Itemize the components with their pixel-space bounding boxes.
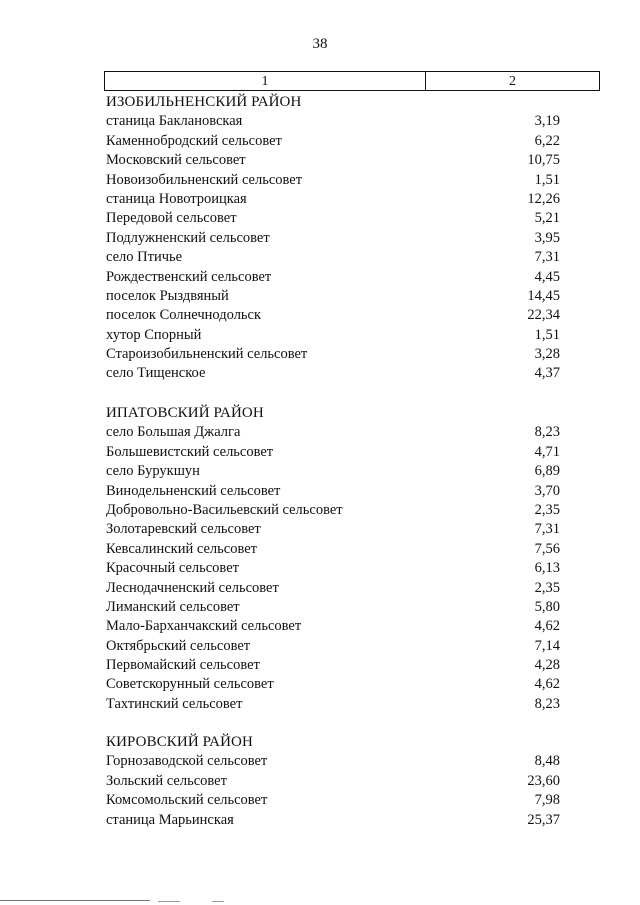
settlement-value: 5,80 [534, 598, 560, 615]
table-row [106, 656, 560, 675]
settlement-name: хутор Спорный [106, 326, 202, 343]
table-header-col2: 2 [509, 74, 516, 89]
settlement-name: село Бурукшун [106, 463, 200, 480]
table-row [106, 190, 560, 209]
settlement-name: поселок Рыздвяный [106, 287, 229, 304]
settlement-value: 1,51 [534, 171, 560, 188]
settlement-value: 4,71 [534, 443, 560, 460]
table-row [106, 791, 560, 810]
settlement-value: 5,21 [534, 210, 560, 227]
table-row [106, 364, 560, 383]
table-row [106, 482, 560, 501]
settlement-value: 8,48 [534, 753, 560, 770]
table-row [106, 423, 560, 442]
table-row [106, 345, 560, 364]
settlement-name: Советскорунный сельсовет [106, 676, 274, 693]
settlement-value: 12,26 [527, 190, 560, 207]
table-row [106, 209, 560, 228]
district-title: КИРОВСКИЙ РАЙОН [106, 734, 253, 750]
settlement-name: Зольский сельсовет [106, 772, 227, 789]
table-row [106, 326, 560, 345]
settlement-value: 4,62 [534, 676, 560, 693]
settlement-name: поселок Солнечнодольск [106, 307, 262, 324]
settlement-name: Первомайский сельсовет [106, 657, 260, 674]
settlement-name: Тахтинский сельсовет [106, 695, 243, 712]
table-row [106, 112, 560, 131]
settlement-value: 4,45 [534, 268, 560, 285]
district-title: ИПАТОВСКИЙ РАЙОН [106, 405, 264, 421]
settlement-value: 14,45 [527, 287, 560, 304]
table-row [106, 772, 560, 791]
table-row [106, 132, 560, 151]
settlement-name: станица Баклановская [106, 113, 243, 130]
table-row [106, 443, 560, 462]
table-row [106, 695, 560, 714]
settlement-value: 3,70 [534, 482, 560, 499]
district-title: ИЗОБИЛЬНЕНСКИЙ РАЙОН [106, 94, 302, 110]
table-row [106, 520, 560, 539]
settlement-name: Мало-Барханчакский сельсовет [106, 618, 302, 635]
settlement-value: 6,89 [534, 463, 560, 480]
settlement-name: Октябрьский сельсовет [106, 637, 251, 654]
settlement-name: Красочный сельсовет [106, 560, 239, 577]
settlement-value: 1,51 [534, 326, 560, 343]
table-row [106, 579, 560, 598]
settlement-name: Большевистский сельсовет [106, 443, 274, 460]
table-row [106, 287, 560, 306]
settlement-value: 7,56 [534, 540, 560, 557]
settlement-name: Подлужненский сельсовет [106, 229, 270, 246]
settlement-name: Каменнобродский сельсовет [106, 132, 282, 149]
district-section-izobilnensky [106, 93, 560, 384]
table-header-col1: 1 [105, 72, 426, 90]
table-row [106, 171, 560, 190]
table-row [106, 462, 560, 481]
settlement-value: 4,62 [534, 618, 560, 635]
table-row [106, 229, 560, 248]
settlement-value: 22,34 [527, 307, 560, 324]
table-row [106, 752, 560, 771]
table-header [104, 71, 600, 91]
settlement-name: Леснодачненский сельсовет [106, 579, 279, 596]
district-section-kirovsky [106, 733, 560, 830]
settlement-name: село Большая Джалга [106, 424, 241, 441]
settlement-value: 7,14 [534, 637, 560, 654]
settlement-name: Рождественский сельсовет [106, 268, 272, 285]
settlement-name: Золотаревский сельсовет [106, 521, 261, 538]
settlement-name: Добровольно-Васильевский сельсовет [106, 501, 343, 518]
table-row [106, 811, 560, 830]
table-row [106, 617, 560, 636]
settlement-value: 6,13 [534, 560, 560, 577]
table-row [106, 151, 560, 170]
settlement-value: 7,98 [534, 792, 560, 809]
settlement-value: 10,75 [527, 152, 560, 169]
table-row [106, 248, 560, 267]
settlement-name: Лиманский сельсовет [106, 598, 240, 615]
settlement-name: село Тищенское [106, 365, 206, 382]
table-row [106, 501, 560, 520]
table-row [106, 598, 560, 617]
settlement-value: 7,31 [534, 249, 560, 266]
settlement-name: Комсомольский сельсовет [106, 792, 268, 809]
district-section-ipatovsky [106, 404, 560, 714]
footer-rule [0, 900, 640, 903]
settlement-value: 8,23 [534, 695, 560, 712]
settlement-value: 3,19 [534, 113, 560, 130]
table-row [106, 675, 560, 694]
settlement-name: село Птичье [106, 249, 183, 266]
table-row [106, 637, 560, 656]
settlement-value: 8,23 [534, 424, 560, 441]
settlement-value: 23,60 [527, 772, 560, 789]
settlement-value: 4,28 [534, 657, 560, 674]
settlement-name: станица Новотроицкая [106, 190, 247, 207]
table-row [106, 306, 560, 325]
table-row [106, 559, 560, 578]
settlement-name: Староизобильненский сельсовет [106, 346, 308, 363]
settlement-name: Кевсалинский сельсовет [106, 540, 257, 557]
settlement-value: 3,28 [534, 346, 560, 363]
page-number: 38 [312, 36, 328, 52]
settlement-name: Новоизобильненский сельсовет [106, 171, 303, 188]
settlement-value: 3,95 [534, 229, 560, 246]
table-row [106, 540, 560, 559]
settlement-name: Горнозаводской сельсовет [106, 753, 268, 770]
settlement-value: 2,35 [534, 579, 560, 596]
settlement-value: 4,37 [534, 365, 560, 382]
settlement-value: 7,31 [534, 521, 560, 538]
settlement-value: 25,37 [527, 811, 560, 828]
settlement-name: Винодельненский сельсовет [106, 482, 281, 499]
settlement-name: станица Марьинская [106, 811, 234, 828]
settlement-name: Передовой сельсовет [106, 210, 237, 227]
table-row [106, 268, 560, 287]
settlement-value: 6,22 [534, 132, 560, 149]
settlement-name: Московский сельсовет [106, 152, 246, 169]
settlement-value: 2,35 [534, 501, 560, 518]
